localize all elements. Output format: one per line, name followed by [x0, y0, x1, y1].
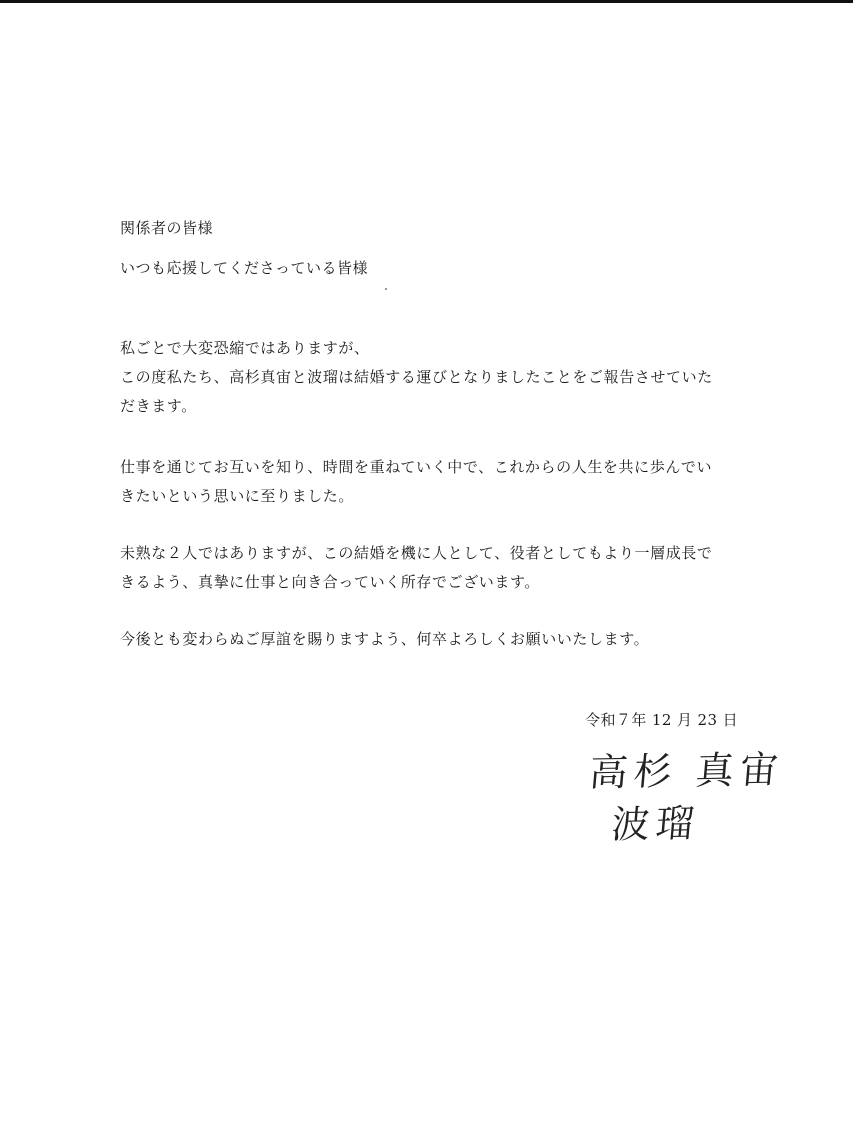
paragraph-line: 今後とも変わらぬご厚誼を賜りますよう、何卒よろしくお願いいたします。 — [120, 630, 650, 648]
salutation-line: いつも応援してくださっている皆様 — [120, 259, 369, 277]
scan-speck — [385, 288, 387, 290]
letter-paragraph — [120, 453, 750, 511]
letter-paragraph — [120, 625, 750, 654]
letter-date: 令和７年 12 月 23 日 — [585, 711, 738, 729]
paragraph-line: きたいという思いに至りました。 — [120, 487, 355, 505]
paragraph-line: 未熟な２人ではありますが、この結婚を機に人として、役者としてもより一層成長で — [120, 544, 713, 562]
paragraph-line: だきます。 — [120, 397, 197, 415]
letter-paragraph — [120, 334, 750, 421]
handwritten-signature: 高杉 真宙 — [587, 747, 786, 795]
paragraph-line: この度私たち、高杉真宙と波瑠は結婚する運びとなりましたことをご報告させていた — [120, 368, 713, 386]
letter-paragraph — [120, 539, 750, 597]
paragraph-line: きるよう、真摯に仕事と向き合っていく所存でございます。 — [120, 573, 541, 591]
paragraph-line: 私ごとで大変恐縮ではありますが、 — [120, 339, 370, 357]
paragraph-line: 仕事を通じてお互いを知り、時間を重ねていく中で、これからの人生を共に歩んでい — [120, 458, 713, 476]
salutation-line: 関係者の皆様 — [120, 219, 214, 237]
handwritten-signature: 波瑠 — [609, 801, 702, 847]
